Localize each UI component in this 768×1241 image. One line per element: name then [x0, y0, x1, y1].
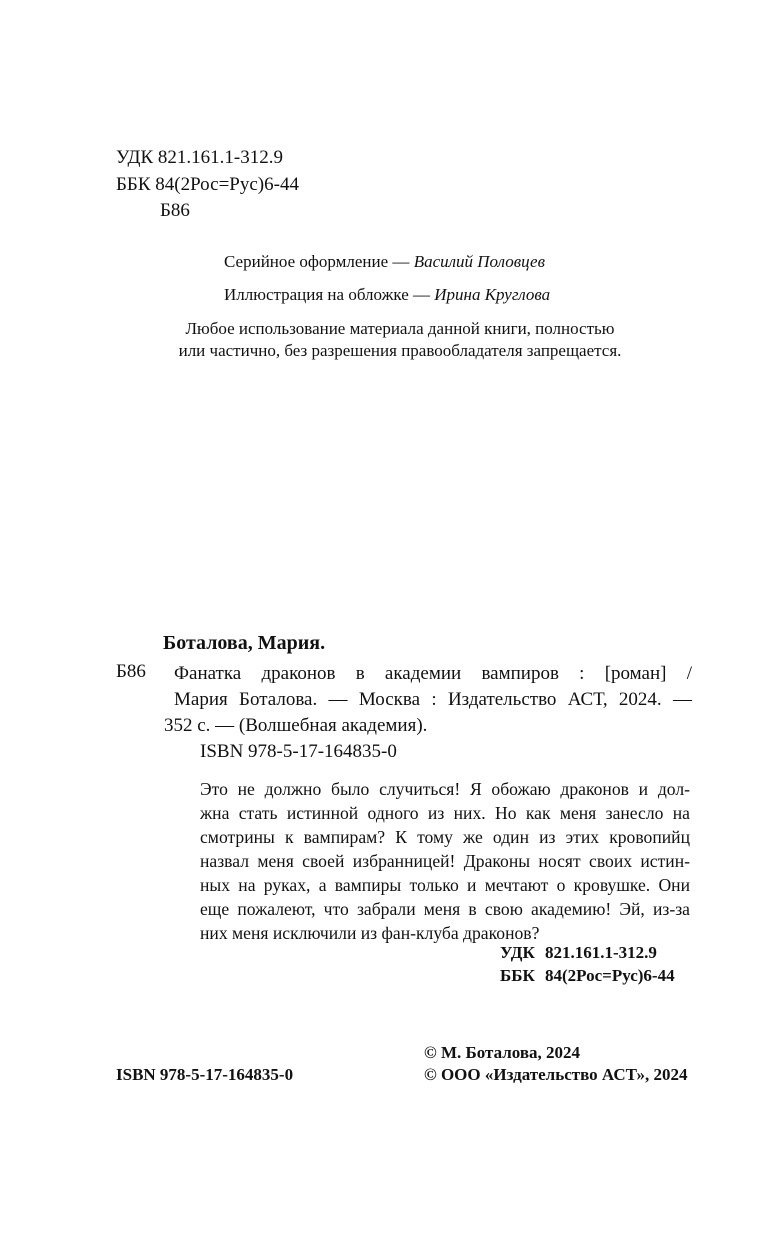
udk-code-bottom — [500, 943, 657, 963]
cover-illustration-credit — [224, 285, 550, 305]
annotation-line: смотрины к вампирам? К тому же один из этих кровопийц — [200, 827, 690, 847]
annotation-line: Это не должно было случиться! Я обожаю драконов и дол- — [200, 779, 690, 799]
annotation-line: них меня исключили из фан-клуба драконов? — [200, 923, 540, 943]
annotation — [200, 777, 690, 945]
bibliographic-line: Фанатка драконов в академии вампиров : [роман] / — [174, 663, 692, 684]
rights-notice-line: Любое использование материала данной книги, полностью — [185, 319, 615, 338]
series-design-credit — [224, 252, 545, 272]
series-designer-name: Василий Половцев — [413, 252, 545, 271]
bibliographic-line: 352 с. — (Волшебная академия). — [164, 715, 428, 736]
bbk-code: ББК 84(2Рос=Рус)6-44 — [116, 174, 299, 195]
rights-notice — [140, 318, 660, 362]
cover-illustrator-name: Ирина Круглова — [434, 285, 551, 304]
udk-label: УДК — [500, 943, 535, 962]
cover-illustration-label: Иллюстрация на обложке — — [224, 285, 435, 304]
imprint-isbn: ISBN 978-5-17-164835-0 — [116, 1065, 294, 1084]
annotation-line: ных на руках, а вампиры только и мечтают о кровушке. Они — [200, 875, 690, 895]
catalog-isbn: ISBN 978-5-17-164835-0 — [200, 741, 397, 762]
annotation-line: жна стать истинной одного из них. Но как меня занесло на — [200, 803, 690, 823]
rights-notice-line: или частично, без разрешения правообладателя запрещается. — [178, 341, 622, 360]
bbk-code-bottom — [500, 966, 675, 986]
bbk-value: 84(2Рос=Рус)6-44 — [545, 966, 675, 985]
copyright-author: © М. Боталова, 2024 — [424, 1043, 581, 1062]
udk-code: УДК 821.161.1-312.9 — [116, 147, 283, 168]
annotation-line: назвал меня своей избранницей! Драконы носят своих истин- — [200, 851, 690, 871]
bibliographic-line: Мария Боталова. — Москва : Издательство АСТ, 2024. — — [174, 689, 692, 710]
bibliographic-description — [164, 661, 692, 739]
catalog-author: Боталова, Мария. — [163, 632, 326, 654]
series-design-label: Серийное оформление — — [224, 252, 414, 271]
udk-value: 821.161.1-312.9 — [545, 943, 657, 962]
annotation-line: еще пожалеют, что забрали меня в свою академию! Эй, из-за — [200, 899, 690, 919]
bbk-label: ББК — [500, 966, 535, 985]
catalog-author-sign: Б86 — [116, 661, 146, 682]
author-sign: Б86 — [160, 200, 190, 221]
copyright-publisher: © ООО «Издательство АСТ», 2024 — [424, 1065, 688, 1084]
